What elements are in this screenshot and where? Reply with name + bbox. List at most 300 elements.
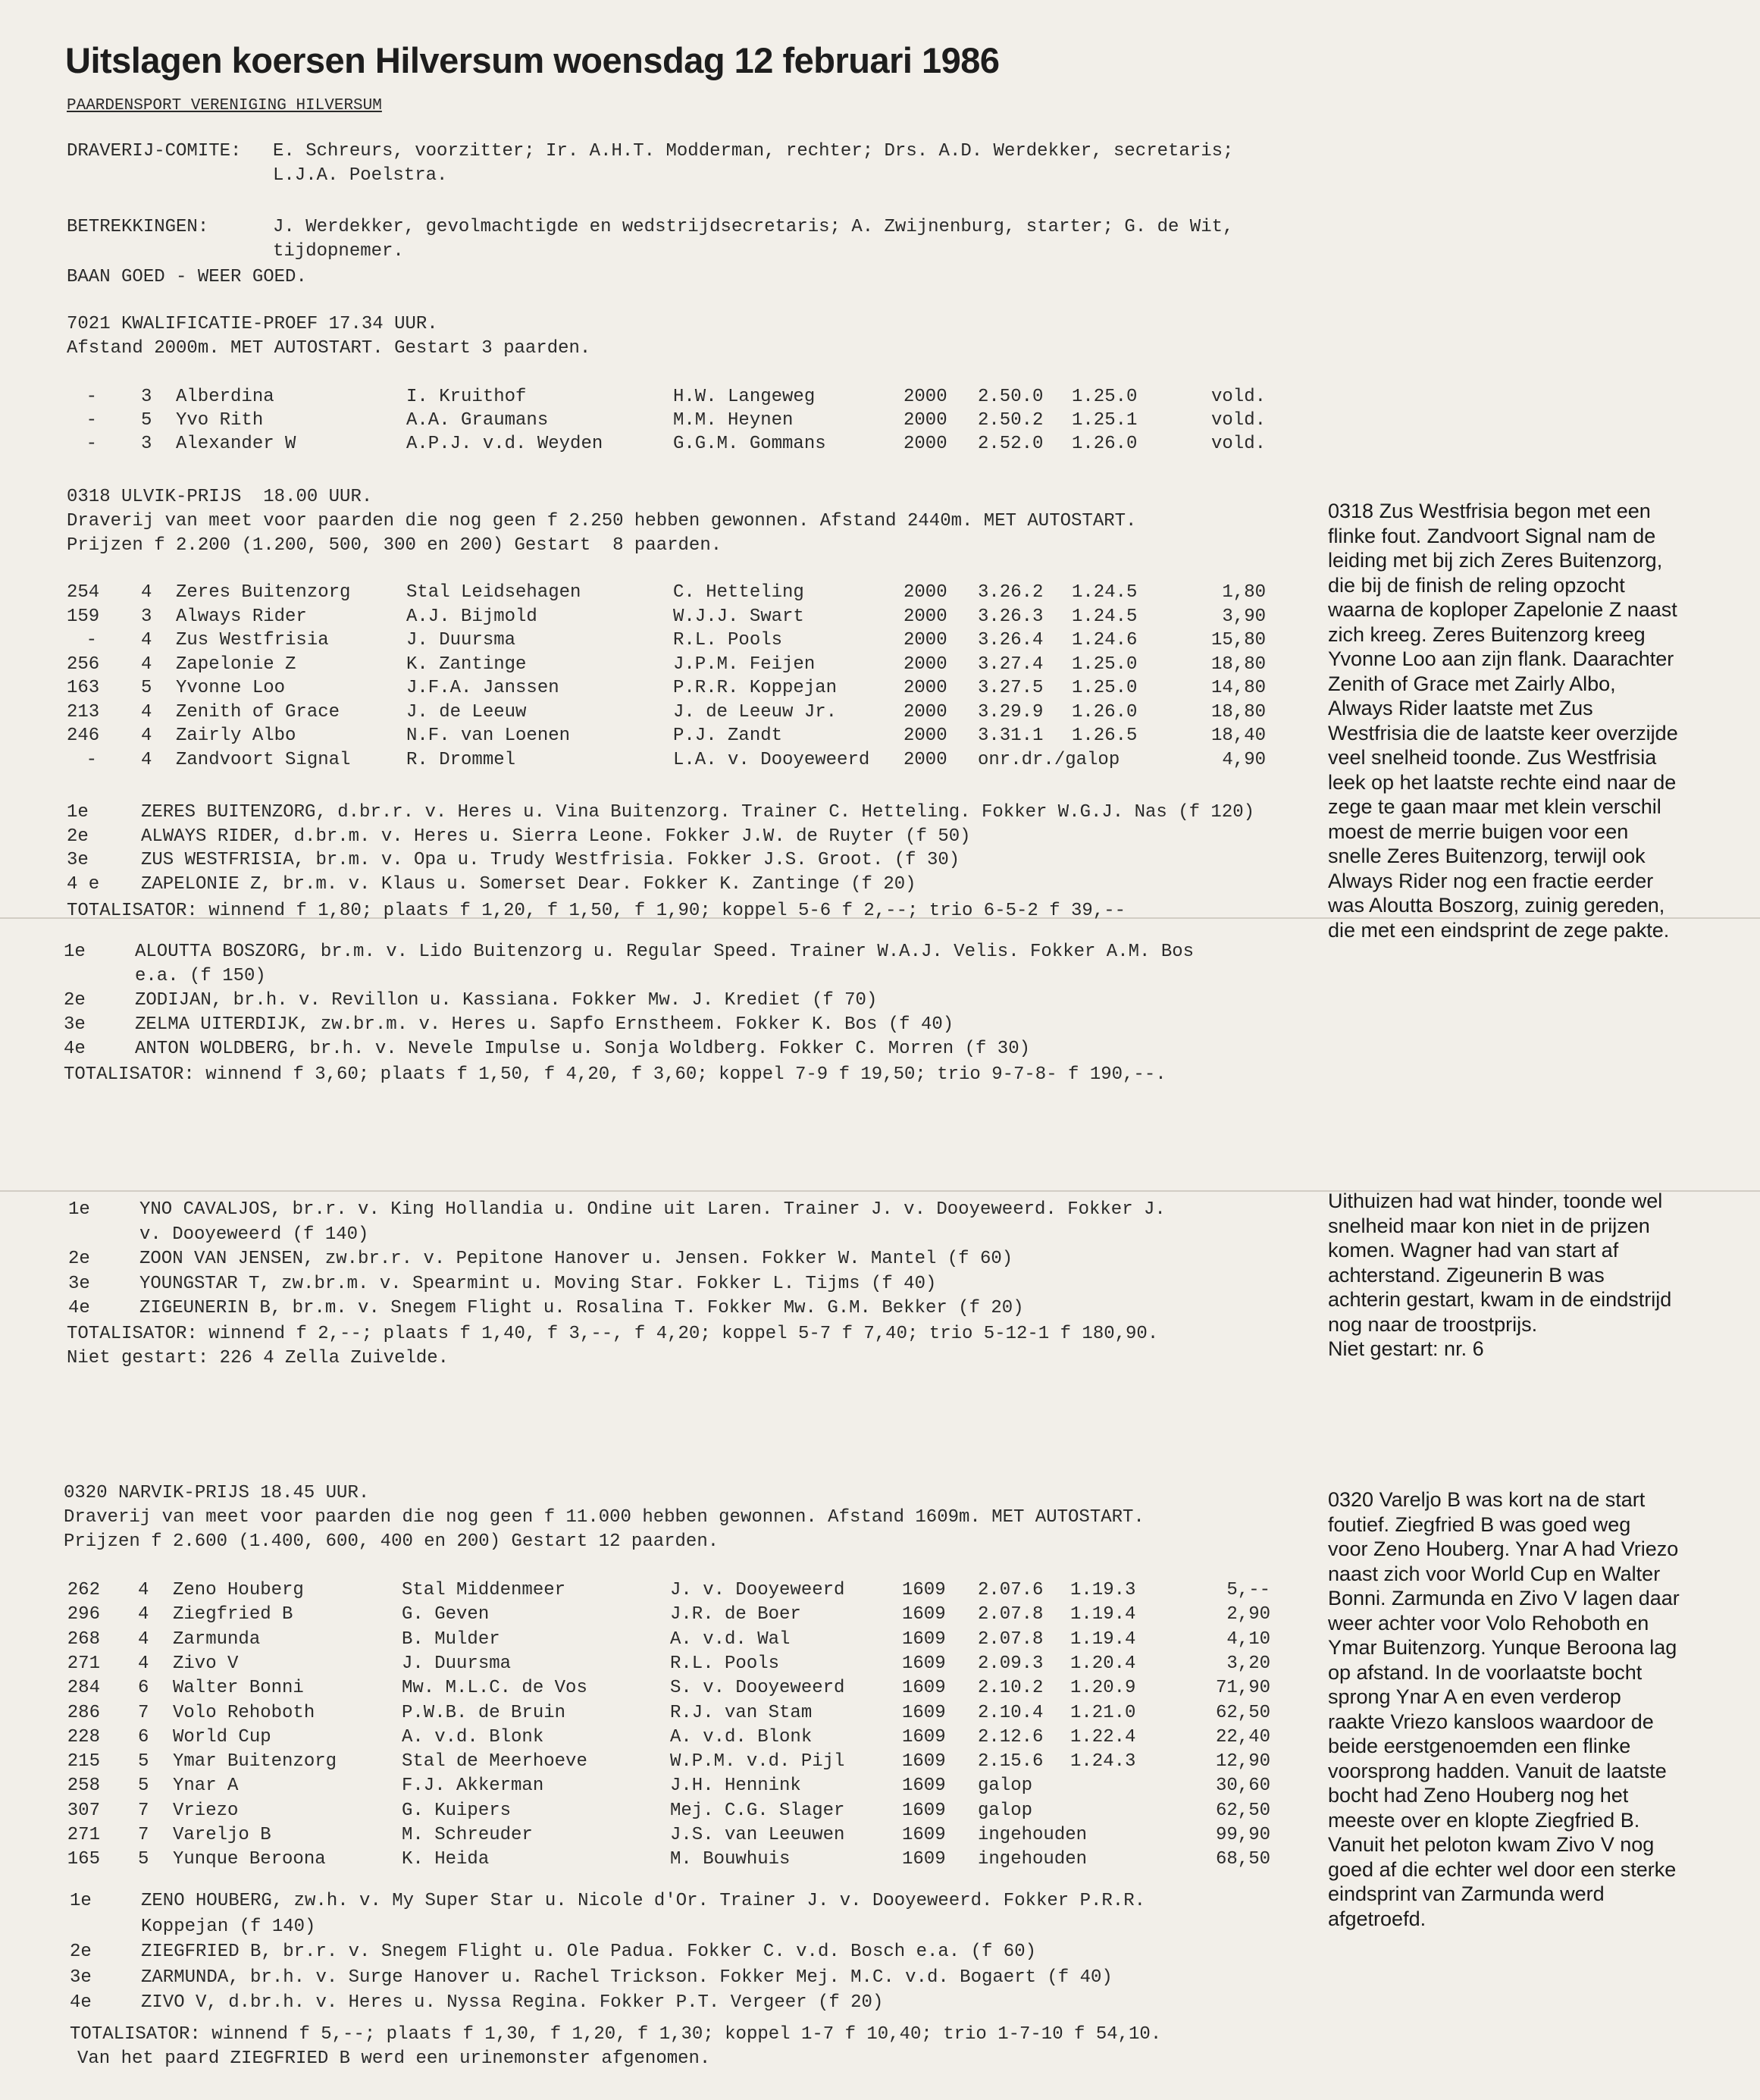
odds: 4,10 (1226, 1628, 1270, 1650)
horse-name: Zus Westfrisia (176, 630, 329, 650)
commentary-line: moest de merrie buigen voor een (1328, 820, 1629, 843)
owner: Mw. M.L.C. de Vos (402, 1678, 587, 1699)
horse-name: Zapelonie Z (176, 654, 296, 675)
odds: 14,80 (1210, 678, 1266, 698)
time: ingehouden (978, 1849, 1088, 1870)
owner: M. Schreuder (402, 1825, 533, 1845)
age: 5 (141, 678, 152, 698)
commentary-line: voorsprong hadden. Vanuit de laatste (1328, 1759, 1667, 1782)
placing-description: v. Dooyeweerd (f 140) (139, 1224, 369, 1245)
placing-description: ZAPELONIE Z, br.m. v. Klaus u. Somerset Dear. Fokker K. Zantinge (f 20) (141, 873, 916, 895)
time: 2.09.3 (978, 1653, 1044, 1674)
owner: J.F.A. Janssen (406, 678, 559, 698)
driver: J.R. de Boer (670, 1604, 801, 1625)
start-number: 165 (67, 1849, 100, 1870)
placing-rank: 1e (70, 1891, 92, 1911)
age: 4 (138, 1653, 149, 1674)
distance: 2000 (903, 654, 947, 675)
driver: J. v. Dooyeweerd (670, 1580, 845, 1600)
commentary-line: leek op het laatste rechte eind naar de (1328, 770, 1677, 794)
placing-description: Koppejan (f 140) (141, 1916, 316, 1937)
placing-description: ZENO HOUBERG, zw.h. v. My Super Star u. Nicole d'Or. Trainer J. v. Dooyeweerd. Fokker P.R.R. (141, 1891, 1146, 1911)
commentary-line: 0320 Vareljo B was kort na de start (1328, 1488, 1646, 1511)
km-time: 1.26.5 (1072, 726, 1138, 746)
placing-rank: 3e (67, 850, 89, 870)
driver: J.S. van Leeuwen (670, 1825, 845, 1845)
commentary-line: sprong Ynar A en even verderop (1328, 1685, 1621, 1708)
driver: W.P.M. v.d. Pijl (670, 1751, 845, 1772)
time: 2.07.8 (978, 1604, 1044, 1625)
odds: 62,50 (1215, 1702, 1270, 1723)
commentary-line: leiding met bij zich Zeres Buitenzorg, (1328, 549, 1663, 572)
race-conditions: Afstand 2000m. MET AUTOSTART. Gestart 3 paarden. (67, 338, 591, 359)
start-number: 268 (67, 1628, 100, 1650)
commentary-line: die met een eindsprint de zege pakte. (1328, 918, 1670, 942)
start-number: - (86, 387, 97, 407)
odds: 1,80 (1222, 582, 1266, 603)
committee-line-1: E. Schreurs, voorzitter; Ir. A.H.T. Modderman, rechter; Drs. A.D. Werdekker, secretaris; (273, 141, 1234, 161)
km-time: 1.25.0 (1072, 387, 1138, 407)
race-4-commentary (1328, 1189, 1671, 1362)
owner: Stal Middenmeer (402, 1580, 566, 1600)
horse-name: Ziegfried B (173, 1604, 293, 1625)
race-header: 0318 ULVIK-PRIJS 18.00 UUR. (67, 487, 373, 507)
km-time: 1.19.4 (1070, 1628, 1136, 1650)
age: 4 (141, 701, 152, 722)
start-number: - (86, 630, 97, 650)
km-time: 1.20.4 (1070, 1653, 1136, 1674)
driver: M. Bouwhuis (670, 1849, 791, 1870)
horse-name: Zandvoort Signal (176, 749, 351, 770)
odds: 18,80 (1210, 701, 1266, 722)
time: 2.12.6 (978, 1726, 1044, 1747)
commentary-line: naast zich voor World Cup en Walter (1328, 1562, 1661, 1585)
placing-description: ANTON WOLDBERG, br.h. v. Nevele Impulse u. Sonja Woldberg. Fokker C. Morren (f 30) (135, 1039, 1030, 1059)
commentary-line: meeste over en klopte Ziegfried B. (1328, 1808, 1640, 1832)
placing-rank: 4e (68, 1298, 90, 1318)
placing-description: ZODIJAN, br.h. v. Revillon u. Kassiana. Fokker Mw. J. Krediet (f 70) (135, 990, 878, 1011)
placing-rank: 3e (68, 1273, 90, 1294)
totalisator: TOTALISATOR: winnend f 1,80; plaats f 1,20, f 1,50, f 1,90; koppel 5-6 f 2,--; trio 6-5-2 f 39,-- (67, 901, 1126, 921)
commentary-line: flinke fout. Zandvoort Signal nam de (1328, 524, 1656, 547)
placing-description: ZOON VAN JENSEN, zw.br.r. v. Pepitone Hanover u. Jensen. Fokker W. Mantel (f 60) (139, 1249, 1013, 1269)
commentary-line: nog naar de troostprijs. (1328, 1312, 1538, 1336)
age: 4 (141, 630, 152, 650)
totalisator: TOTALISATOR: winnend f 2,--; plaats f 1,40, f 3,--, f 4,20; koppel 5-7 f 7,40; trio 5-12-1 f 180,90. (67, 1324, 1159, 1344)
placing-rank: 4e (64, 1039, 86, 1059)
placing-description: YNO CAVALJOS, br.r. v. King Hollandia u. Ondine uit Laren. Trainer J. v. Dooyeweerd. Fokker J. (139, 1199, 1166, 1220)
distance: 1609 (902, 1580, 946, 1600)
time: 3.26.3 (978, 606, 1044, 627)
placing-description: ZIVO V, d.br.h. v. Heres u. Nyssa Regina. Fokker P.T. Vergeer (f 20) (141, 1992, 884, 2013)
owner: A. v.d. Blonk (402, 1726, 544, 1747)
start-number: 307 (67, 1800, 100, 1821)
commentary-line: Ymar Buitenzorg. Yunque Beroona lag (1328, 1636, 1677, 1659)
age: 4 (138, 1628, 149, 1650)
owner: K. Heida (402, 1849, 490, 1870)
age: 4 (138, 1580, 149, 1600)
distance: 1609 (902, 1604, 946, 1625)
horse-name: Zairly Albo (176, 726, 296, 746)
commentary-line: Always Rider laatste met Zus (1328, 697, 1593, 719)
distance: 2000 (903, 630, 947, 650)
commentary-line: 0318 Zus Westfrisia begon met een (1328, 500, 1651, 522)
staff-line-2: tijdopnemer. (273, 241, 404, 262)
owner: P.W.B. de Bruin (402, 1702, 566, 1723)
commentary-line: afgetroefd. (1328, 1907, 1426, 1930)
commentary-line: voor Zeno Houberg. Ynar A had Vriezo (1328, 1537, 1679, 1560)
distance: 1609 (902, 1776, 946, 1797)
committee-line-2: L.J.A. Poelstra. (273, 165, 448, 186)
owner: G. Geven (402, 1604, 490, 1625)
commentary-line: goed af die echter wel door een sterke (1328, 1857, 1677, 1881)
owner: A.A. Graumans (406, 410, 549, 431)
commentary-line: op afstand. In de voorlaatste bocht (1328, 1660, 1643, 1684)
commentary-line: zege te gaan maar met klein verschil (1328, 795, 1661, 818)
driver: J. de Leeuw Jr. (673, 701, 838, 722)
time: 2.10.2 (978, 1678, 1044, 1699)
placing-rank: 4 e (67, 873, 100, 895)
time: 2.15.6 (978, 1751, 1044, 1772)
time: onr.dr./galop (978, 749, 1120, 770)
start-number: 262 (67, 1580, 100, 1600)
commentary-line: foutief. Ziegfried B was goed weg (1328, 1512, 1631, 1536)
commentary-line: raakte Vriezo kansloos waardoor de (1328, 1710, 1654, 1733)
horse-name: Yunque Beroona (173, 1849, 326, 1870)
race-prizes: Prijzen f 2.200 (1.200, 500, 300 en 200) Gestart 8 paarden. (67, 535, 722, 556)
time: 3.27.4 (978, 654, 1044, 675)
km-time: 1.25.1 (1072, 410, 1138, 431)
owner: Stal de Meerhoeve (402, 1751, 587, 1772)
odds: vold. (1210, 387, 1266, 407)
distance: 2000 (903, 701, 947, 722)
owner: N.F. van Loenen (406, 726, 571, 746)
placing-description: ZIEGFRIED B, br.r. v. Snegem Flight u. Ole Padua. Fokker C. v.d. Bosch e.a. (f 60) (141, 1942, 1036, 1962)
owner: R. Drommel (406, 749, 516, 770)
start-number: 228 (67, 1726, 100, 1747)
race-header: 7021 KWALIFICATIE-PROEF 17.34 UUR. (67, 314, 438, 334)
odds: 3,20 (1226, 1653, 1270, 1674)
horse-name: Ynar A (173, 1776, 239, 1797)
time: 2.10.4 (978, 1702, 1044, 1723)
odds: 68,50 (1215, 1849, 1270, 1870)
distance: 1609 (902, 1702, 946, 1723)
totalisator: TOTALISATOR: winnend f 5,--; plaats f 1,30, f 1,20, f 1,30; koppel 1-7 f 10,40; trio 1-7-10 f 54,10. (70, 2024, 1162, 2045)
distance: 2000 (903, 678, 947, 698)
time: 2.52.0 (978, 434, 1044, 454)
placing-description: YOUNGSTAR T, zw.br.m. v. Spearmint u. Moving Star. Fokker L. Tijms (f 40) (139, 1273, 937, 1294)
km-time: 1.21.0 (1070, 1702, 1136, 1723)
age: 7 (138, 1800, 149, 1821)
odds: 30,60 (1215, 1776, 1270, 1797)
age: 3 (141, 434, 152, 454)
km-time: 1.24.5 (1072, 582, 1138, 603)
time: 3.29.9 (978, 701, 1044, 722)
distance: 1609 (902, 1825, 946, 1845)
age: 5 (138, 1751, 149, 1772)
driver: L.A. v. Dooyeweerd (673, 749, 870, 770)
distance: 1609 (902, 1800, 946, 1821)
commentary-line: Bonni. Zarmunda en Zivo V lagen daar (1328, 1587, 1680, 1609)
age: 7 (138, 1825, 149, 1845)
driver: M.M. Heynen (673, 410, 794, 431)
placing-rank: 1e (68, 1199, 90, 1220)
owner: J. de Leeuw (406, 701, 527, 722)
commentary-line: beide eerstgenoemden een flinke (1328, 1735, 1631, 1757)
owner: I. Kruithof (406, 387, 527, 407)
totalisator: TOTALISATOR: winnend f 3,60; plaats f 1,50, f 4,20, f 3,60; koppel 7-9 f 19,50; trio 9-7-8- f 190,--. (64, 1064, 1167, 1085)
time: 2.50.0 (978, 387, 1044, 407)
start-number: 256 (67, 654, 100, 675)
km-time: 1.20.9 (1070, 1678, 1136, 1699)
staff-line-1: J. Werdekker, gevolmachtigde en wedstrijdsecretaris; A. Zwijnenburg, starter; G. de Wit, (273, 217, 1234, 237)
start-number: 213 (67, 701, 100, 722)
horse-name: Zeres Buitenzorg (176, 582, 351, 603)
distance: 2000 (903, 606, 947, 627)
commentary-line: eindsprint van Zarmunda werd (1328, 1882, 1605, 1905)
placing-description: ALWAYS RIDER, d.br.m. v. Heres u. Sierra Leone. Fokker J.W. de Ruyter (f 50) (141, 826, 971, 847)
km-time: 1.22.4 (1070, 1726, 1136, 1747)
owner: K. Zantinge (406, 654, 527, 675)
time: galop (978, 1776, 1033, 1797)
race-5-commentary (1328, 1487, 1680, 1931)
driver: S. v. Dooyeweerd (670, 1678, 845, 1699)
commentary-line: waarna de koploper Zapelonie Z naast (1328, 598, 1677, 621)
start-number: 296 (67, 1604, 100, 1625)
odds: 22,40 (1215, 1726, 1270, 1747)
odds: vold. (1210, 434, 1266, 454)
placing-description: ZUS WESTFRISIA, br.m. v. Opa u. Trudy Westfrisia. Fokker J.S. Groot. (f 30) (141, 850, 960, 870)
horse-name: Yvo Rith (176, 410, 264, 431)
commentary-line: snelle Zeres Buitenzorg, terwijl ook (1328, 845, 1646, 867)
start-number: 271 (67, 1825, 100, 1845)
driver: R.J. van Stam (670, 1702, 813, 1723)
distance: 2000 (903, 726, 947, 746)
distance: 1609 (902, 1678, 946, 1699)
time: 2.07.6 (978, 1580, 1044, 1600)
placing-rank: 2e (68, 1249, 90, 1269)
race-prizes: Prijzen f 2.600 (1.400, 600, 400 en 200) Gestart 12 paarden. (64, 1531, 719, 1552)
owner: A.J. Bijmold (406, 606, 537, 627)
start-number: 254 (67, 582, 100, 603)
start-number: 271 (67, 1653, 100, 1674)
commentary-line: bocht had Zeno Houberg nog het (1328, 1784, 1629, 1807)
distance: 1609 (902, 1726, 946, 1747)
km-time: 1.26.0 (1072, 434, 1138, 454)
driver: A. v.d. Blonk (670, 1726, 813, 1747)
driver: R.L. Pools (670, 1653, 780, 1674)
start-number: 258 (67, 1776, 100, 1797)
horse-name: Volo Rehoboth (173, 1702, 315, 1723)
start-number: 286 (67, 1702, 100, 1723)
driver: P.R.R. Koppejan (673, 678, 838, 698)
km-time: 1.24.6 (1072, 630, 1138, 650)
horse-name: Vriezo (173, 1800, 239, 1821)
age: 4 (141, 726, 152, 746)
age: 3 (141, 606, 152, 627)
distance: 2000 (903, 387, 947, 407)
odds: 62,50 (1215, 1800, 1270, 1821)
km-time: 1.19.3 (1070, 1580, 1136, 1600)
km-time: 1.24.3 (1070, 1751, 1136, 1772)
placing-description: ALOUTTA BOSZORG, br.m. v. Lido Buitenzorg u. Regular Speed. Trainer W.A.J. Velis. Fokker A.M. Bos (135, 942, 1195, 962)
age: 3 (141, 387, 152, 407)
commentary-line: Uithuizen had wat hinder, toonde wel (1328, 1189, 1663, 1212)
km-time: 1.24.5 (1072, 606, 1138, 627)
placing-description: ZELMA UITERDIJK, zw.br.m. v. Heres u. Sapfo Ernstheem. Fokker K. Bos (f 40) (135, 1014, 954, 1035)
start-number: 284 (67, 1678, 100, 1699)
start-number: - (86, 434, 97, 454)
doping-note: Van het paard ZIEGFRIED B werd een urinemonster afgenomen. (77, 2048, 711, 2069)
distance: 1609 (902, 1628, 946, 1650)
placing-rank: 2e (70, 1942, 92, 1962)
driver: G.G.M. Gommans (673, 434, 826, 454)
age: 4 (141, 582, 152, 603)
horse-name: Walter Bonni (173, 1678, 304, 1699)
odds: vold. (1210, 410, 1266, 431)
horse-name: Vareljo B (173, 1825, 271, 1845)
distance: 2000 (903, 410, 947, 431)
placing-rank: 2e (64, 990, 86, 1011)
commentary-line: Always Rider nog een fractie eerder (1328, 869, 1654, 892)
distance: 1609 (902, 1653, 946, 1674)
start-number: - (86, 749, 97, 770)
commentary-line: Zenith of Grace met Zairly Albo, (1328, 672, 1616, 695)
horse-name: World Cup (173, 1726, 271, 1747)
owner: J. Duursma (402, 1653, 512, 1674)
commentary-line: weer achter voor Volo Rehoboth en (1328, 1611, 1649, 1635)
commentary-line: Vanuit het peloton kwam Zivo V nog (1328, 1833, 1655, 1856)
distance: 2000 (903, 434, 947, 454)
race-2-commentary (1328, 499, 1678, 942)
distance: 1609 (902, 1849, 946, 1870)
time: 3.31.1 (978, 726, 1044, 746)
owner: B. Mulder (402, 1628, 500, 1650)
organisation-name: PAARDENSPORT VERENIGING HILVERSUM (67, 97, 382, 114)
driver: Mej. C.G. Slager (670, 1800, 845, 1821)
start-number: 159 (67, 606, 100, 627)
committee-label: DRAVERIJ-COMITE: (67, 141, 242, 161)
time: 2.50.2 (978, 410, 1044, 431)
placing-rank: 1e (64, 942, 86, 962)
commentary-line: die bij de finish de reling opzocht (1328, 573, 1625, 597)
odds: 12,90 (1215, 1751, 1270, 1772)
horse-name: Zeno Houberg (173, 1580, 304, 1600)
distance: 2000 (903, 582, 947, 603)
start-number: - (86, 410, 97, 431)
placing-rank: 3e (64, 1014, 86, 1035)
driver: H.W. Langeweg (673, 387, 816, 407)
time: 3.27.5 (978, 678, 1044, 698)
km-time: 1.25.0 (1072, 654, 1138, 675)
driver: J.P.M. Feijen (673, 654, 816, 675)
distance: 1609 (902, 1751, 946, 1772)
not-started: Niet gestart: 226 4 Zella Zuivelde. (67, 1348, 449, 1368)
track-condition: BAAN GOED - WEER GOED. (67, 267, 307, 287)
horse-name: Alberdina (176, 387, 274, 407)
driver: C. Hetteling (673, 582, 804, 603)
odds: 18,80 (1210, 654, 1266, 675)
commentary-line: was Aloutta Boszorg, zuinig gereden, (1328, 894, 1665, 917)
placing-rank: 2e (67, 826, 89, 847)
driver: R.L. Pools (673, 630, 783, 650)
owner: G. Kuipers (402, 1800, 512, 1821)
odds: 3,90 (1222, 606, 1266, 627)
time: ingehouden (978, 1825, 1088, 1845)
commentary-line: Yvonne Loo aan zijn flank. Daarachter (1328, 647, 1674, 670)
horse-name: Alexander W (176, 434, 296, 454)
age: 4 (141, 749, 152, 770)
commentary-line: Westfrisia die de laatste keer overzijde (1328, 721, 1678, 744)
horse-name: Always Rider (176, 606, 307, 627)
odds: 18,40 (1210, 726, 1266, 746)
commentary-line: Niet gestart: nr. 6 (1328, 1337, 1484, 1360)
km-time: 1.25.0 (1072, 678, 1138, 698)
placing-description: ZERES BUITENZORG, d.br.r. v. Heres u. Vina Buitenzorg. Trainer C. Hetteling. Fokker W.G.J. Nas (f 120) (141, 802, 1255, 823)
horse-name: Zenith of Grace (176, 701, 340, 722)
odds: 71,90 (1215, 1678, 1270, 1699)
start-number: 163 (67, 678, 100, 698)
km-time: 1.26.0 (1072, 701, 1138, 722)
race-conditions: Draverij van meet voor paarden die nog geen f 2.250 hebben gewonnen. Afstand 2440m. MET AUTOSTART. (67, 511, 1137, 531)
km-time: 1.19.4 (1070, 1604, 1136, 1625)
commentary-line: komen. Wagner had van start af (1328, 1239, 1619, 1262)
commentary-line: achterin gestart, kwam in de eindstrijd (1328, 1288, 1672, 1311)
placing-rank: 3e (70, 1967, 92, 1988)
race-conditions: Draverij van meet voor paarden die nog geen f 11.000 hebben gewonnen. Afstand 1609m. MET AUTOSTART. (64, 1507, 1145, 1528)
age: 5 (138, 1849, 149, 1870)
time: 3.26.2 (978, 582, 1044, 603)
owner: A.P.J. v.d. Weyden (406, 434, 603, 454)
age: 6 (138, 1726, 149, 1747)
commentary-line: snelheid maar kon niet in de prijzen (1328, 1214, 1650, 1237)
horse-name: Ymar Buitenzorg (173, 1751, 337, 1772)
placing-description: e.a. (f 150) (135, 966, 266, 986)
age: 5 (141, 410, 152, 431)
age: 4 (138, 1604, 149, 1625)
odds: 5,-- (1226, 1580, 1270, 1600)
odds: 2,90 (1226, 1604, 1270, 1625)
race-header: 0320 NARVIK-PRIJS 18.45 UUR. (64, 1483, 370, 1503)
page-title: Uitslagen koersen Hilversum woensdag 12 februari 1986 (65, 40, 1000, 80)
start-number: 246 (67, 726, 100, 746)
odds: 4,90 (1222, 749, 1266, 770)
driver: J.H. Hennink (670, 1776, 801, 1797)
commentary-line: achterstand. Zigeunerin B was (1328, 1263, 1605, 1287)
driver: P.J. Zandt (673, 726, 783, 746)
horse-name: Yvonne Loo (176, 678, 286, 698)
age: 4 (141, 654, 152, 675)
time: galop (978, 1800, 1033, 1821)
odds: 15,80 (1210, 630, 1266, 650)
age: 5 (138, 1776, 149, 1797)
commentary-line: zich kreeg. Zeres Buitenzorg kreeg (1328, 622, 1646, 646)
staff-label: BETREKKINGEN: (67, 217, 209, 237)
time: 3.26.4 (978, 630, 1044, 650)
placing-rank: 1e (67, 802, 89, 823)
owner: F.J. Akkerman (402, 1776, 544, 1797)
owner: Stal Leidsehagen (406, 582, 581, 603)
age: 6 (138, 1678, 149, 1699)
time: 2.07.8 (978, 1628, 1044, 1650)
age: 7 (138, 1702, 149, 1723)
odds: 99,90 (1215, 1825, 1270, 1845)
distance: 2000 (903, 749, 947, 770)
horse-name: Zarmunda (173, 1628, 261, 1650)
commentary-line: veel snelheid toonde. Zus Westfrisia (1328, 746, 1657, 769)
placing-description: ZIGEUNERIN B, br.m. v. Snegem Flight u. Rosalina T. Fokker Mw. G.M. Bekker (f 20) (139, 1298, 1024, 1318)
owner: J. Duursma (406, 630, 516, 650)
